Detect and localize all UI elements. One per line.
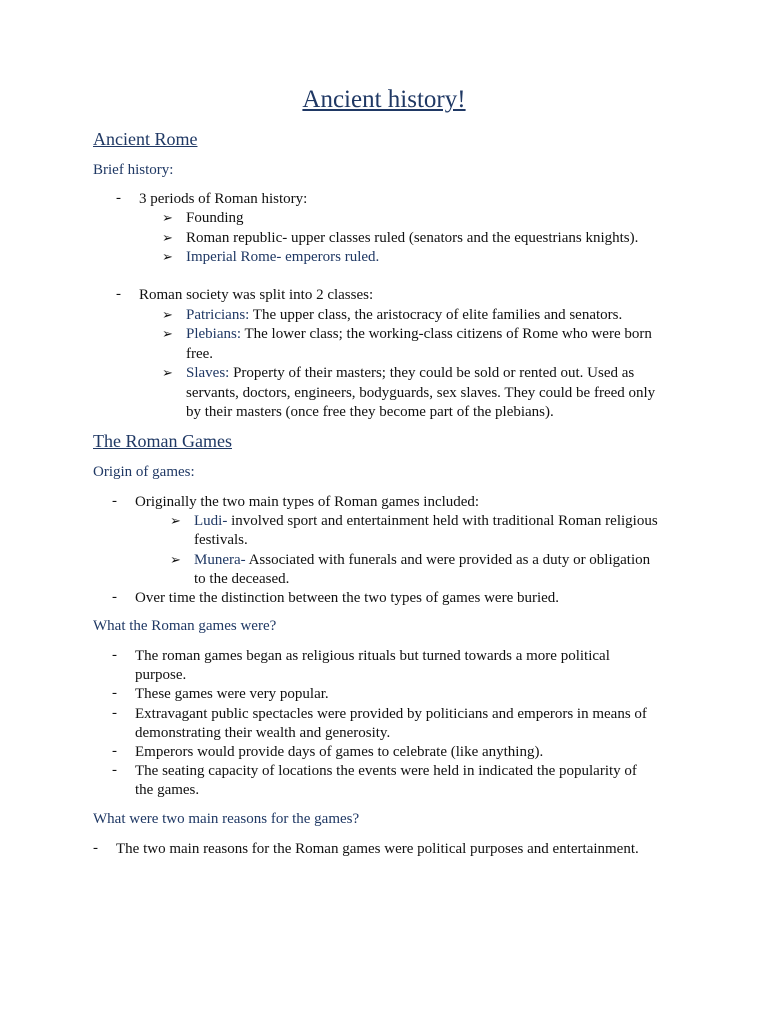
class-desc: The lower class; the working-class citizens of Rome who were born <box>241 326 652 342</box>
society-intro: Roman society was split into 2 classes: <box>139 287 374 303</box>
arrow-bullet-icon: ➢ <box>162 230 173 245</box>
games-type-term: Ludi- <box>194 513 228 529</box>
page-title: Ancient history! <box>302 86 466 113</box>
arrow-bullet-icon: ➢ <box>162 249 173 264</box>
class-item <box>186 306 622 325</box>
arrow-bullet-icon: ➢ <box>162 326 173 341</box>
arrow-bullet-icon: ➢ <box>170 552 181 567</box>
what-point-continued: demonstrating their wealth and generosity. <box>135 725 391 741</box>
bullet-dash: - <box>112 705 117 721</box>
bullet-dash: - <box>112 589 117 605</box>
games-type-desc: Associated with funerals and were provided as a duty or obligation <box>245 552 651 568</box>
period-item: Founding <box>186 210 244 226</box>
arrow-bullet-icon: ➢ <box>162 307 173 322</box>
class-desc: The upper class, the aristocracy of elite families and senators. <box>249 307 623 323</box>
heading-ancient-rome: Ancient Rome <box>93 129 198 149</box>
bullet-dash: - <box>112 743 117 759</box>
what-point: The roman games began as religious rituals but turned towards a more political <box>135 648 610 664</box>
bullet-dash: - <box>93 840 98 856</box>
class-item <box>186 364 634 383</box>
games-type-item <box>194 512 658 531</box>
what-point-continued: the games. <box>135 782 200 798</box>
heading-roman-games: The Roman Games <box>93 431 232 451</box>
class-desc-continued: free. <box>186 346 214 362</box>
bullet-dash: - <box>112 647 117 663</box>
class-desc-continued: servants, doctors, engineers, bodyguards, sex slaves. They could be freed only <box>186 385 656 401</box>
games-type-term: Munera- <box>194 552 246 568</box>
class-term: Plebians: <box>186 326 241 342</box>
subheading-what-games-were: What the Roman games were? <box>93 618 277 634</box>
arrow-bullet-icon: ➢ <box>162 365 173 380</box>
what-point: The seating capacity of locations the events were held in indicated the popularity of <box>135 763 637 779</box>
subheading-origin: Origin of games: <box>93 464 195 480</box>
games-type-desc-continued: to the deceased. <box>194 571 290 587</box>
arrow-bullet-icon: ➢ <box>170 513 181 528</box>
periods-intro: 3 periods of Roman history: <box>139 191 308 207</box>
class-desc-continued: by their masters (once free they become part of the plebians). <box>186 404 554 420</box>
games-type-desc: involved sport and entertainment held with traditional Roman religious <box>227 513 658 529</box>
period-item: Roman republic- upper classes ruled (senators and the equestrians knights). <box>186 230 639 246</box>
period-item: Imperial Rome- emperors ruled. <box>186 249 380 265</box>
class-term: Slaves: <box>186 365 230 381</box>
what-point-continued: purpose. <box>135 667 187 683</box>
bullet-dash: - <box>116 190 121 206</box>
over-time-point: Over time the distinction between the two types of games were buried. <box>135 590 560 606</box>
what-point: These games were very popular. <box>135 686 329 702</box>
subheading-two-reasons: What were two main reasons for the games? <box>93 811 360 827</box>
class-term: Patricians: <box>186 307 250 323</box>
class-item <box>186 325 652 344</box>
origin-intro: Originally the two main types of Roman games included: <box>135 494 480 510</box>
games-type-item <box>194 551 650 570</box>
bullet-dash: - <box>112 685 117 701</box>
subheading-brief-history: Brief history: <box>93 162 174 178</box>
what-point: Emperors would provide days of games to celebrate (like anything). <box>135 744 544 760</box>
reasons-point: The two main reasons for the Roman games were political purposes and entertainment. <box>116 841 639 857</box>
bullet-dash: - <box>116 286 121 302</box>
class-desc: Property of their masters; they could be sold or rented out. Used as <box>229 365 635 381</box>
arrow-bullet-icon: ➢ <box>162 210 173 225</box>
bullet-dash: - <box>112 762 117 778</box>
bullet-dash: - <box>112 493 117 509</box>
games-type-desc-continued: festivals. <box>194 532 248 548</box>
what-point: Extravagant public spectacles were provided by politicians and emperors in means of <box>135 706 647 722</box>
